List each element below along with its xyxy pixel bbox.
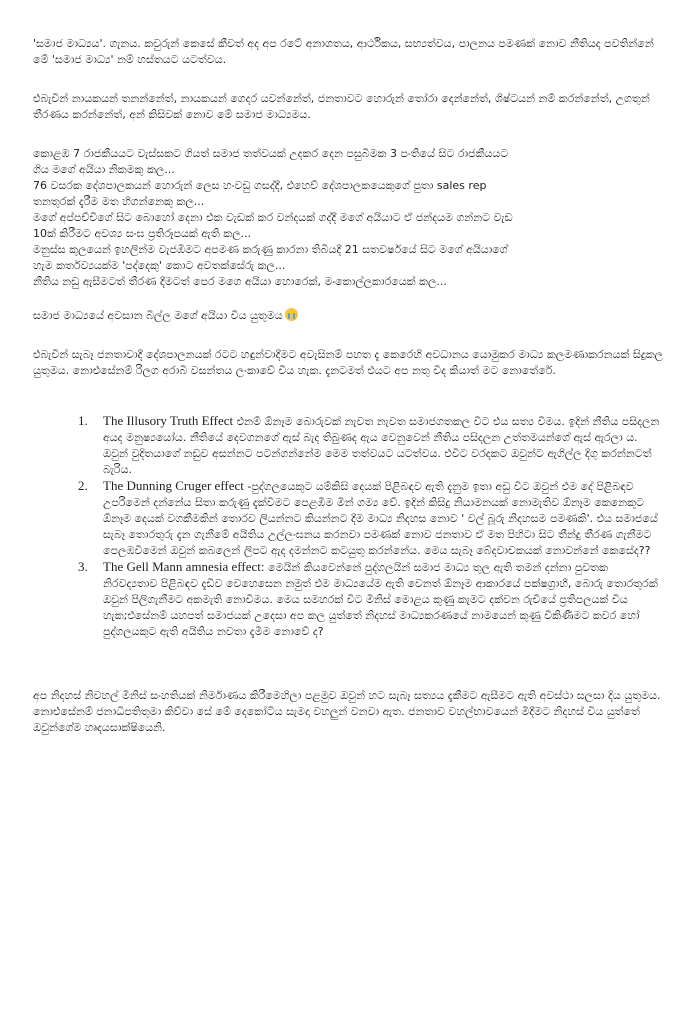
paragraph-closing: අප නිදහස් නිවහල් මිනිස් සංහතියක් නිර්මාණය කිරීමෙහිලා පළමුව ඔවුන් හට සැබෑ සත්‍යය දැකීමට ඇසීමට ඇති අවස්ථා සලසා දිය යුතුමය. නොඑසේනම් ජනාධිපතිතුමා කිව්වා සේ මේ දෙකෝටිය සැමදා වහලුන් වනවා ඇත. ජනතාව වහල්භාවයෙන් මිදීමට නිදහස් විය යුත්තේ ඔවුන්ගේම හෘදයසාක්ෂියෙනි. bbox=[33, 689, 661, 734]
text-line: කොළඹ 7 රාජකීයයට වැස්සකට ගියත් සමාජ තත්වයක් උදකර දෙන පසුබිමක 3 පංතියේ සිට රාජකීයයට bbox=[33, 147, 509, 160]
effect-title: The Dunning Cruger effect bbox=[103, 478, 244, 493]
list-item bbox=[33, 413, 665, 478]
paragraph-brother-list bbox=[33, 146, 665, 290]
text-line: නීතිය නඩු ඇසීමටත් තීරණ දීමටත් පෙර මගෙ අයියා හොරෙක්, මංකොල්ලකාරයෙක් කල... bbox=[33, 275, 447, 288]
effect-description: මෙයින් කියවෙන්නේ පුද්ගලයින් සමාජ මාධ්‍ය තුල ඇති තමන් දන්නා පුවතක නිරවද්‍යතාව පිළිබඳව දැඩිව වෙහෙසෙන නමුත් එම මාධ්‍යයේම ඇති වෙනත් ඕනෑම ආකාරයේ පක්ෂග්‍රාහී, බොරු තොරතුරක් ඔවුන් පිලිගැනීමට අකමැති නොවීමය. මෙය සමහරක් විට මිනිස් මොළය කුණු කැමට දක්වන රුචියේ ප්‍රතිපලයක් විය හැක;එසේනම් යහපත් සමාජයක් උදෙසා අප කල යුත්තේ නිදහස් මාධ්‍යකරණයේ නාමයෙන් කුණු විකිණීමට කවර හෝ පුද්ගලයකුට ඇති අයිතිය නවතා දැමීම නොවේ ද? bbox=[103, 561, 658, 638]
final-victim-text: සමාජ මාධ්‍යයේ අවසාන බිල්ල මගේ අයියා විය යුතුමය bbox=[33, 309, 283, 322]
loudly-crying-face-icon bbox=[285, 308, 298, 321]
list-item bbox=[33, 559, 665, 640]
paragraph-final-victim bbox=[33, 308, 665, 324]
effect-description: -පුද්ගලයෙකුට යම්කිසි දෙයක් පිළිබඳව ඇති දැනුම ඉතා අඩු විට ඔවුන් එම දේ පිළිබඳව උපරිමෙන් දන්නේය සිතා කරුණු දැක්වීමට පෙළඹීම මින් ගම්‍ය වේ. ඉදින් කිසිදු නියාමනයක් නොමැතිව ඕනෑම කෙනෙකුට ඕනෑම දෙයක් වගකීමකින් තොරව ලියන්නට කියන්නට දීම මාධ්‍ය නිදහස නොව ' වල් බූරු නිදහසම පමණකි'. එය සමාජයේ සැබෑ තොරතුරු දැන ගැනීමේ අයිතිය උල්ලංඝනය කරනවා පමණක් නොව ජනතාව ඒ මත පිහිටා සිට තීන්දු තීරණ ගැනීමට පෙලඹවීමෙන් ඔවුන් කබලෙන් ලිපට ඇද දමන්නට කටයුතු කරන්නේය. මෙය සැබෑ බේදවාචකයක් නොවන්නේ කෙසේද?? bbox=[103, 480, 658, 557]
paragraph-intro: 'සමාජ මාධ්‍යය'. ගැනය. කවුරුන් කෙසේ කීවත් අද අප රටේ අනාගතය, ආර්ථිකය, සභ්‍යත්වය, පාලනය පමණක් නොව නීතියද පවතින්නේ මේ 'සමාජ මාධ්‍ය' නම් හස්තයට යටත්වය. bbox=[33, 37, 654, 66]
effect-title: The Illusory Truth Effect bbox=[103, 413, 234, 428]
paragraph-media-management: එබැවින් සැබෑ ජනතාවාදී දේශපාලනයක් රටට හඳුන්වාදීමට අවැසිනම් පහත දැ කෙරෙහි අවධානය යොමුකර මාධ්‍ය කලමණාකරනයක් සිදුකල යුතුමය. නොඑසේනම් රිලග අරාබි වසන්තය ලංකාවේ විය හැක. දැනටමත් එයට අප නතු විද කියාත් මට නොතේරේ. bbox=[33, 348, 664, 377]
text-line: මගේ අප්පච්චිගේ සිට බොහෝ දෙනා එක වැඩක් කර වන්දයක් ගද්දී මගේ අයියාට ඒ ජන්දයම ගන්නට වැඩ bbox=[33, 211, 513, 224]
effect-description: එනම් ඕනෑම බොරුවක් නැවත නැවත සමාජගතකල විට එය සත්‍ය විමය. ඉදින් නීතිය පසිදලන අයද මනුෂ්‍යයෝය. නීතියේ දෙවගනගේ ඇස් බැද තිබුණද ඇය වෙනුවෙන් නීතිය පසිදලන උත්තමයන්ගේ ඇස් ඇරලා ය. ඔවුන් වුදිතයාගේ නඩුව අසන්නට පටන්ගන්නේම මෙම තත්වයට යටත්වය. එවිට වරදකට ඔවුන්ට ඇගිල්ල දිගු කරන්නටත් බැරිය. bbox=[103, 415, 660, 476]
list-item bbox=[33, 478, 665, 559]
list-number: 2. bbox=[78, 478, 88, 493]
article-body bbox=[33, 36, 665, 736]
text-line: 10ක් කිරීමට අවශ්‍ය සංඝ ප්‍රතිරූපයක් ඇති කල... bbox=[33, 227, 252, 240]
text-line: ගිය මගේ අයියා නිකමකු කල... bbox=[33, 163, 175, 176]
effects-list bbox=[33, 413, 665, 640]
list-number: 1. bbox=[78, 413, 88, 428]
text-line: 76 වසරක දේශපාලකයන් හොරුන් ලෙස හංවඩු ගසද්දී, එහෙව් දේශපාලකයෙකුගේ පුතා sales rep bbox=[33, 179, 487, 192]
text-line: තනතුරක් දැරීම මත හිගන්නෙකු කල... bbox=[33, 195, 205, 208]
effect-title: The Gell Mann amnesia effect: bbox=[103, 559, 265, 574]
paragraph-leaders: එබැවින් නායකයන් තනන්නේත්, නායකයන් ගෙදර යවන්නේත්, ජනතාවට හොරුන් තෝරා දෙන්නේත්, ශිෂ්ටයන් නම් කරන්නේත්, උගතුන් තීරණය කරන්නේත්, අන් කිසිවක් නොව මේ සමාජ මාධ්‍යමය. bbox=[33, 92, 650, 121]
list-number: 3. bbox=[78, 559, 88, 574]
text-line: හැම කර්තව්‍යයක්ම 'පද්දෙකු' කොට අවතක්සේරු කල... bbox=[33, 259, 286, 272]
text-line: මනුස්ස කුලයෙන් ඉහලින්ම වැජඹීමට අපමණ කරුණු කාරනා තිබියදී 21 සතවර්ෂයේ සිට මගේ අයියාගේ bbox=[33, 243, 508, 256]
